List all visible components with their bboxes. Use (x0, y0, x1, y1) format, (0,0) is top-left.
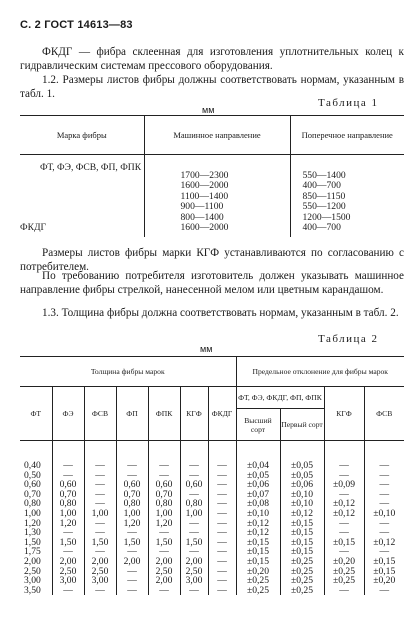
table-cell: — (324, 471, 364, 481)
paragraph-kgf-sizes: Размеры листов фибры марки КГФ устанавливаются по согласованию с потребителем. (20, 247, 404, 273)
table-cell: 1,75 (24, 546, 41, 558)
table-cell: ±0,15 (364, 567, 404, 577)
t2-body (20, 461, 404, 595)
table-cell: — (324, 519, 364, 529)
table-cell: — (208, 509, 236, 519)
table-cell: ±0,25 (280, 567, 324, 577)
table-cell: ±0,10 (364, 509, 404, 519)
table-cell: 2,00 (84, 557, 116, 567)
t1-group1-cross: 550—1400 400—700 850—1150 550—1200 1200—1500 (290, 155, 404, 224)
table-cell: ±0,10 (236, 509, 280, 519)
table-cell: 0,70 (52, 490, 84, 500)
table-cell: — (364, 519, 404, 529)
intro-paragraph-sizes: 1.2. Размеры листов фибры должны соответствовать нормам, указанным в табл. 1. (20, 74, 404, 100)
table-cell: ±0,05 (236, 471, 280, 481)
table-cell: 1,50 (84, 538, 116, 548)
table-cell: ±0,08 (236, 499, 280, 509)
table-cell: — (364, 480, 404, 490)
table-cell: — (364, 471, 404, 481)
table-row (20, 586, 404, 596)
t2-group-deviation: Предельное отклонение для фибры марок (236, 357, 404, 387)
table-cell: — (116, 576, 148, 586)
table-cell: — (364, 461, 404, 471)
table-cell: — (208, 576, 236, 586)
table-cell: 0,80 (52, 499, 84, 509)
table-cell: 0,80 (148, 499, 180, 509)
table-cell: 0,70 (24, 488, 41, 500)
table-cell: 1,20 (148, 519, 180, 529)
table-cell: 0,70 (116, 490, 148, 500)
table-cell: 1,20 (24, 517, 41, 529)
table-cell: 2,50 (52, 567, 84, 577)
table-cell: 3,00 (24, 575, 41, 587)
table-cell: ±0,15 (364, 557, 404, 567)
table-cell: 3,00 (180, 576, 208, 586)
t2-col-fpk: ФПК (148, 387, 180, 441)
table-cell: — (116, 586, 148, 596)
table-cell: — (148, 547, 180, 557)
table-cell: ±0,12 (364, 538, 404, 548)
table-cell: ±0,25 (324, 576, 364, 586)
t1-group1-label: ФТ, ФЭ, ФСВ, ФП, ФПК (40, 162, 142, 173)
table1-unit: мм (202, 105, 215, 115)
table-cell: ±0,12 (324, 499, 364, 509)
table-cell: 0,60 (180, 480, 208, 490)
table-cell: 1,00 (116, 509, 148, 519)
t2-col-ft: ФТ (20, 387, 52, 441)
table-cell: ±0,15 (280, 519, 324, 529)
table-cell: 2,00 (24, 555, 41, 567)
table-cell: 1,00 (52, 509, 84, 519)
table-cell: ±0,25 (280, 576, 324, 586)
table-cell: 1,50 (116, 538, 148, 548)
table-cell: — (84, 471, 116, 481)
table-cell: — (52, 471, 84, 481)
table-cell: — (324, 586, 364, 596)
table-cell: ±0,25 (324, 567, 364, 577)
table-cell: 0,70 (148, 490, 180, 500)
table-cell: ±0,25 (236, 586, 280, 596)
table-1 (20, 115, 404, 237)
table-cell: 1,00 (148, 509, 180, 519)
table-cell: 1,20 (52, 519, 84, 529)
table-cell: 2,00 (148, 557, 180, 567)
table-cell: — (180, 547, 208, 557)
table-cell: — (208, 528, 236, 538)
table-cell: — (364, 528, 404, 538)
table-cell: 0,60 (148, 480, 180, 490)
table-cell: 2,00 (148, 576, 180, 586)
table-cell: ±0,15 (236, 538, 280, 548)
table-cell: — (180, 461, 208, 471)
table-cell: — (324, 461, 364, 471)
t1-group1-machine: 1700—2300 1600—2000 1100—1400 900—1100 800—1400 (144, 155, 290, 224)
table-cell: 2,00 (116, 557, 148, 567)
table-cell: 2,50 (180, 567, 208, 577)
table-cell: ±0,05 (280, 471, 324, 481)
table-cell: — (180, 586, 208, 596)
table-cell: 1,50 (24, 536, 41, 548)
table1-caption: Таблица 1 (318, 97, 379, 109)
table-cell: ±0,06 (280, 480, 324, 490)
table-cell: 1,00 (84, 509, 116, 519)
t1-group2-cross: 400—700 (290, 223, 404, 237)
t2-sub-group: ФТ, ФЭ, ФКДГ, ФП, ФПК (236, 387, 324, 409)
t2-col-kgf: КГФ (180, 387, 208, 441)
table-cell: — (208, 557, 236, 567)
table-cell: ±0,25 (280, 557, 324, 567)
table-cell: 1,30 (24, 527, 41, 539)
t1-header-grade: Марка фибры (20, 116, 144, 155)
t2-col-first-grade: Первый сорт (280, 409, 324, 441)
table-cell: ±0,12 (280, 509, 324, 519)
table-cell: — (180, 490, 208, 500)
table-cell: 0,60 (24, 479, 41, 491)
table-cell: — (364, 499, 404, 509)
table-cell: ±0,06 (236, 480, 280, 490)
table-cell: ±0,07 (236, 490, 280, 500)
table-cell: 0,80 (24, 498, 41, 510)
paragraph-machine-direction: По требованию потребителя изготовитель должен указывать машинное направление фибры стрелкой, нанесенной мелом или цветным карандашом. (20, 270, 404, 296)
table-cell: 2,00 (52, 557, 84, 567)
table-cell: — (148, 471, 180, 481)
table-cell: — (208, 499, 236, 509)
table-cell: ±0,15 (280, 538, 324, 548)
table-cell: — (84, 480, 116, 490)
table-cell: — (52, 528, 84, 538)
page-header: С. 2 ГОСТ 14613—83 (20, 19, 133, 31)
table-cell: ±0,12 (236, 519, 280, 529)
table-cell: — (84, 528, 116, 538)
table-cell: 0,80 (116, 499, 148, 509)
t2-group-thickness: Толщина фибры марок (20, 357, 236, 387)
table-cell: — (148, 586, 180, 596)
table-cell: ±0,15 (236, 547, 280, 557)
t1-group2-label: ФКДГ (20, 222, 47, 234)
table-cell: — (324, 490, 364, 500)
t2-col-fsv: ФСВ (84, 387, 116, 441)
table-cell: ±0,20 (236, 567, 280, 577)
t2-col-fe: ФЭ (52, 387, 84, 441)
table-cell: ±0,15 (236, 557, 280, 567)
table-cell: ±0,09 (324, 480, 364, 490)
table-cell: ±0,10 (280, 499, 324, 509)
table-cell: — (180, 471, 208, 481)
table-cell: 1,50 (52, 538, 84, 548)
table-cell: — (208, 471, 236, 481)
table-cell: — (84, 586, 116, 596)
table-cell: — (364, 586, 404, 596)
table-cell: ±0,25 (280, 586, 324, 596)
table-cell: — (84, 547, 116, 557)
table-cell: — (208, 586, 236, 596)
table-cell: — (116, 567, 148, 577)
table-cell: — (116, 547, 148, 557)
t2-col-fp: ФП (116, 387, 148, 441)
table-cell: 1,00 (24, 507, 41, 519)
table-cell: — (180, 528, 208, 538)
table-cell: 3,50 (24, 584, 41, 596)
table-cell: — (116, 471, 148, 481)
table-cell: 3,00 (52, 576, 84, 586)
table2-unit: мм (200, 344, 213, 354)
table-cell: 1,50 (148, 538, 180, 548)
table-cell: 2,00 (180, 557, 208, 567)
table-cell: ±0,15 (280, 528, 324, 538)
table-cell: — (364, 490, 404, 500)
table-cell: 1,50 (180, 538, 208, 548)
table-cell: 0,50 (24, 469, 41, 481)
table-2 (20, 356, 404, 595)
t1-group2-machine: 1600—2000 (144, 223, 290, 237)
table-cell: — (208, 519, 236, 529)
table-cell: ±0,04 (236, 461, 280, 471)
table-cell: ±0,20 (364, 576, 404, 586)
table-cell: 0,60 (116, 480, 148, 490)
table-cell: 3,00 (84, 576, 116, 586)
table-cell: — (208, 547, 236, 557)
table-cell: 2,50 (24, 565, 41, 577)
table-cell: — (84, 490, 116, 500)
table-cell: — (84, 499, 116, 509)
table-cell: — (148, 528, 180, 538)
table-cell: — (52, 586, 84, 596)
t1-header-cross: Поперечное направление (290, 116, 404, 155)
table-cell: ±0,10 (280, 490, 324, 500)
table-cell: — (364, 547, 404, 557)
table-cell: — (324, 547, 364, 557)
table-cell: — (208, 538, 236, 548)
table-cell: 1,00 (180, 509, 208, 519)
table-cell: 1,20 (116, 519, 148, 529)
paragraph-thickness: 1.3. Толщина фибры должна соответствовать нормам, указанным в табл. 2. (42, 307, 399, 319)
t1-header-machine: Машинное направление (144, 116, 290, 155)
table-cell: — (208, 461, 236, 471)
table-cell: 0,40 (24, 460, 41, 471)
table-cell: — (148, 461, 180, 471)
table-cell: ±0,20 (324, 557, 364, 567)
table-cell: — (208, 567, 236, 577)
table-cell: — (208, 480, 236, 490)
t2-col-dev-kgf: КГФ (324, 387, 364, 441)
table-cell: — (84, 519, 116, 529)
table-cell: 0,60 (52, 480, 84, 490)
table-cell: ±0,12 (324, 509, 364, 519)
table-cell: 2,50 (84, 567, 116, 577)
table-cell: — (116, 528, 148, 538)
t2-col-top-grade: Высший сорт (236, 409, 280, 441)
table-cell: — (52, 461, 84, 471)
t2-col-fkdg: ФКДГ (208, 387, 236, 441)
table-cell: 0,80 (180, 499, 208, 509)
table-cell: — (208, 490, 236, 500)
t2-col-dev-fsv: ФСВ (364, 387, 404, 441)
table-cell: — (116, 461, 148, 471)
table-cell: ±0,12 (236, 528, 280, 538)
table-cell: — (324, 528, 364, 538)
table-cell: — (180, 519, 208, 529)
table-cell: ±0,25 (236, 576, 280, 586)
table-cell: ±0,15 (324, 538, 364, 548)
table-cell: ±0,05 (280, 461, 324, 471)
table-cell: — (52, 547, 84, 557)
table2-caption: Таблица 2 (318, 333, 379, 345)
table-cell: ±0,15 (280, 547, 324, 557)
table-cell: 2,50 (148, 567, 180, 577)
table-cell: — (84, 461, 116, 471)
intro-paragraph-fkdg: ФКДГ — фибра склеенная для изготовления уплотнительных колец к гидравлическим системам прессового оборудования. (20, 46, 404, 72)
